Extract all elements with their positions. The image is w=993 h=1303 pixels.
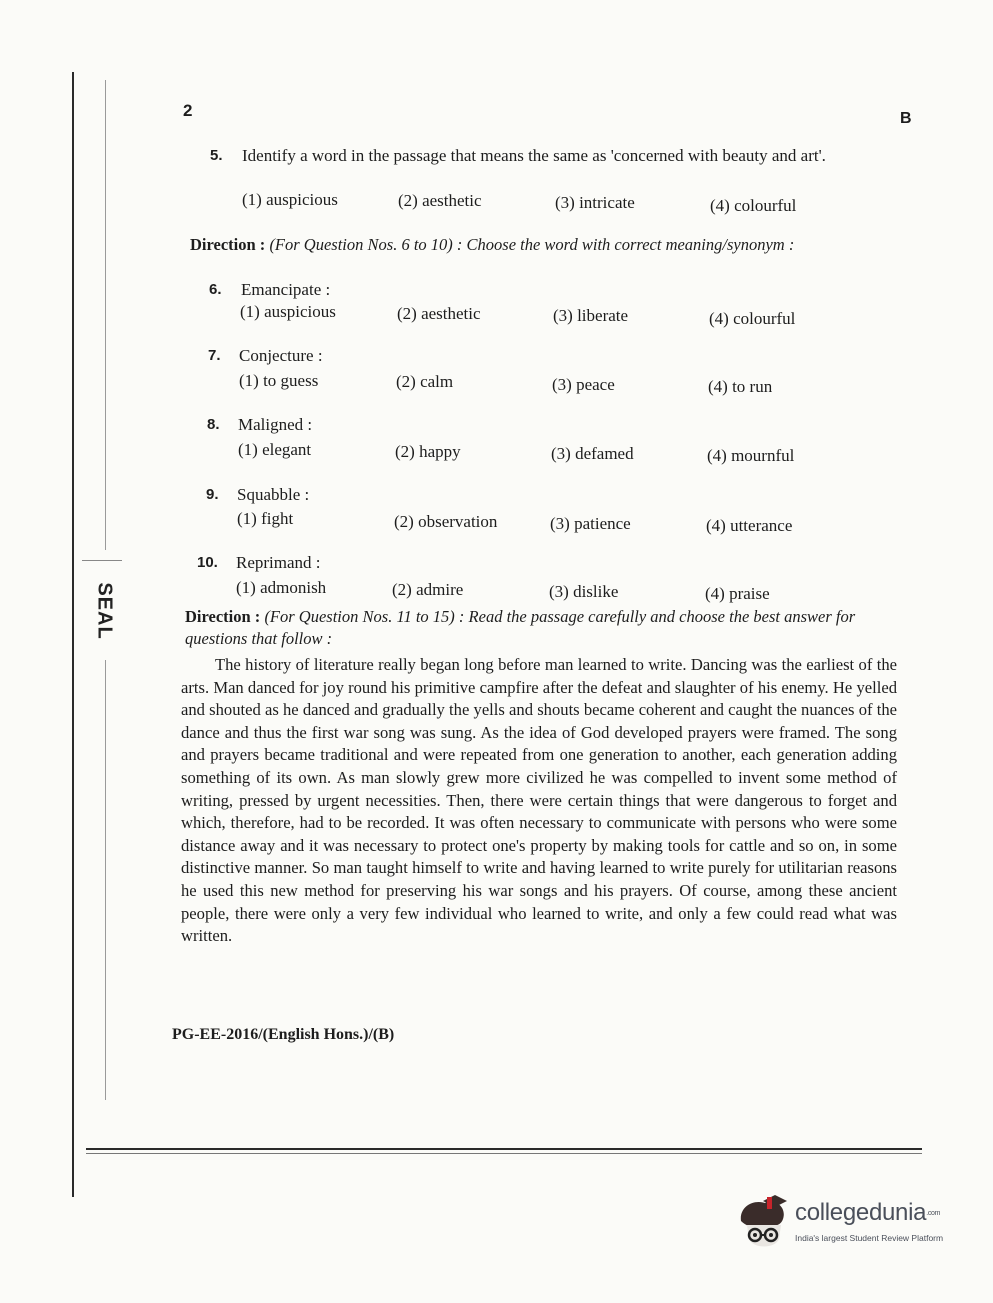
option-2: (2) calm bbox=[396, 372, 454, 391]
option-3: (3) patience bbox=[550, 514, 631, 533]
option-4: (4) to run bbox=[708, 377, 773, 396]
question-number: 6. bbox=[209, 281, 222, 298]
binding-line-lower bbox=[105, 660, 106, 1100]
question-number: 8. bbox=[207, 416, 220, 433]
direction-range: (For Question Nos. 6 to 10) : bbox=[269, 235, 463, 254]
option-3: (3) defamed bbox=[551, 444, 634, 463]
logo-name: collegedunia bbox=[795, 1199, 927, 1226]
question-number: 10. bbox=[197, 554, 218, 571]
seal-label: SEAL bbox=[93, 582, 116, 640]
option-2: (2) admire bbox=[392, 580, 464, 599]
direction-text: Choose the word with correct meaning/synonym : bbox=[466, 235, 795, 254]
option-1: (1) to guess bbox=[239, 371, 319, 390]
logo-tagline: India's largest Student Review Platform bbox=[795, 1233, 944, 1243]
logo-suffix: .com bbox=[926, 1210, 941, 1218]
bottom-rule-thin bbox=[86, 1153, 922, 1154]
option-2: (2) aesthetic bbox=[398, 191, 482, 210]
question-number: 9. bbox=[206, 486, 219, 503]
question-number: 5. bbox=[210, 147, 223, 164]
option-4: (4) colourful bbox=[709, 309, 796, 328]
question-word: Conjecture : bbox=[239, 346, 323, 365]
question-text: Identify a word in the passage that means the same as 'concerned with beauty and art'. bbox=[242, 146, 826, 165]
left-margin-line bbox=[72, 72, 74, 1197]
option-2: (2) observation bbox=[394, 512, 498, 531]
set-code: B bbox=[900, 110, 912, 127]
seal-stamp bbox=[88, 578, 120, 644]
question-word: Reprimand : bbox=[236, 553, 321, 572]
option-4: (4) praise bbox=[705, 584, 770, 603]
option-2: (2) aesthetic bbox=[397, 304, 481, 323]
option-1: (1) auspicious bbox=[240, 302, 336, 321]
collegedunia-logo[interactable] bbox=[735, 1195, 965, 1259]
direction-label: Direction : bbox=[185, 607, 261, 626]
option-1: (1) elegant bbox=[238, 440, 312, 459]
question-number: 7. bbox=[208, 347, 221, 364]
option-4: (4) colourful bbox=[710, 196, 797, 215]
option-3: (3) liberate bbox=[553, 306, 629, 325]
question-word: Emancipate : bbox=[241, 280, 331, 299]
question-word: Maligned : bbox=[238, 415, 313, 434]
direction-text: Read the passage carefully and choose the best answer for questions that follow : bbox=[185, 607, 856, 648]
option-2: (2) happy bbox=[395, 442, 461, 461]
option-4: (4) mournful bbox=[707, 446, 795, 465]
student-mascot-icon bbox=[735, 1195, 793, 1255]
direction-11-15 bbox=[185, 606, 900, 650]
seal-tick bbox=[82, 560, 122, 561]
option-3: (3) dislike bbox=[549, 582, 619, 601]
option-3: (3) intricate bbox=[555, 193, 635, 212]
logo-wordmark bbox=[795, 1199, 940, 1227]
option-1: (1) auspicious bbox=[242, 190, 338, 209]
option-3: (3) peace bbox=[552, 375, 615, 394]
option-4: (4) utterance bbox=[706, 516, 793, 535]
option-1: (1) fight bbox=[237, 509, 294, 528]
direction-label: Direction : bbox=[190, 235, 266, 254]
bottom-rule bbox=[86, 1148, 922, 1150]
page-number: 2 bbox=[183, 101, 193, 120]
direction-range: (For Question Nos. 11 to 15) : bbox=[264, 607, 465, 626]
binding-line bbox=[105, 80, 106, 550]
option-1: (1) admonish bbox=[236, 578, 327, 597]
question-word: Squabble : bbox=[237, 485, 310, 504]
paper-code: PG-EE-2016/(English Hons.)/(B) bbox=[172, 1026, 395, 1043]
reading-passage: The history of literature really began long before man learned to write. Dancing was the earliest of the arts. Man danced for joy round his primitive campfire after the defeat and slaughter of his enemy. He yelled and shouted as he danced and gradually the yells and shouts became coherent and caught the nuances of the dance and thus the first war song was sung. As the idea of God developed prayers were framed. The song and prayers became traditional and were repeated from one generation to another, each generation adding something of its own. As man slowly grew more civilized he was compelled to invent some method of writing, pressed by urgent necessities. Then, there were certain things that were dangerous to forget and which, therefore, had to be recorded. It was often necessary to communicate with persons who were some distance away and it was necessary to protect one's property by making tools for cattle and so on, in some distinctive manner. So man taught himself to write and having learned to write purely for utilitarian reasons he used this new method for preserving his war songs and his prayers. Of course, among these ancient people, there were only a very few individual who learned to write, and only a few could read what was written. bbox=[181, 655, 897, 946]
direction-6-10 bbox=[190, 234, 890, 256]
